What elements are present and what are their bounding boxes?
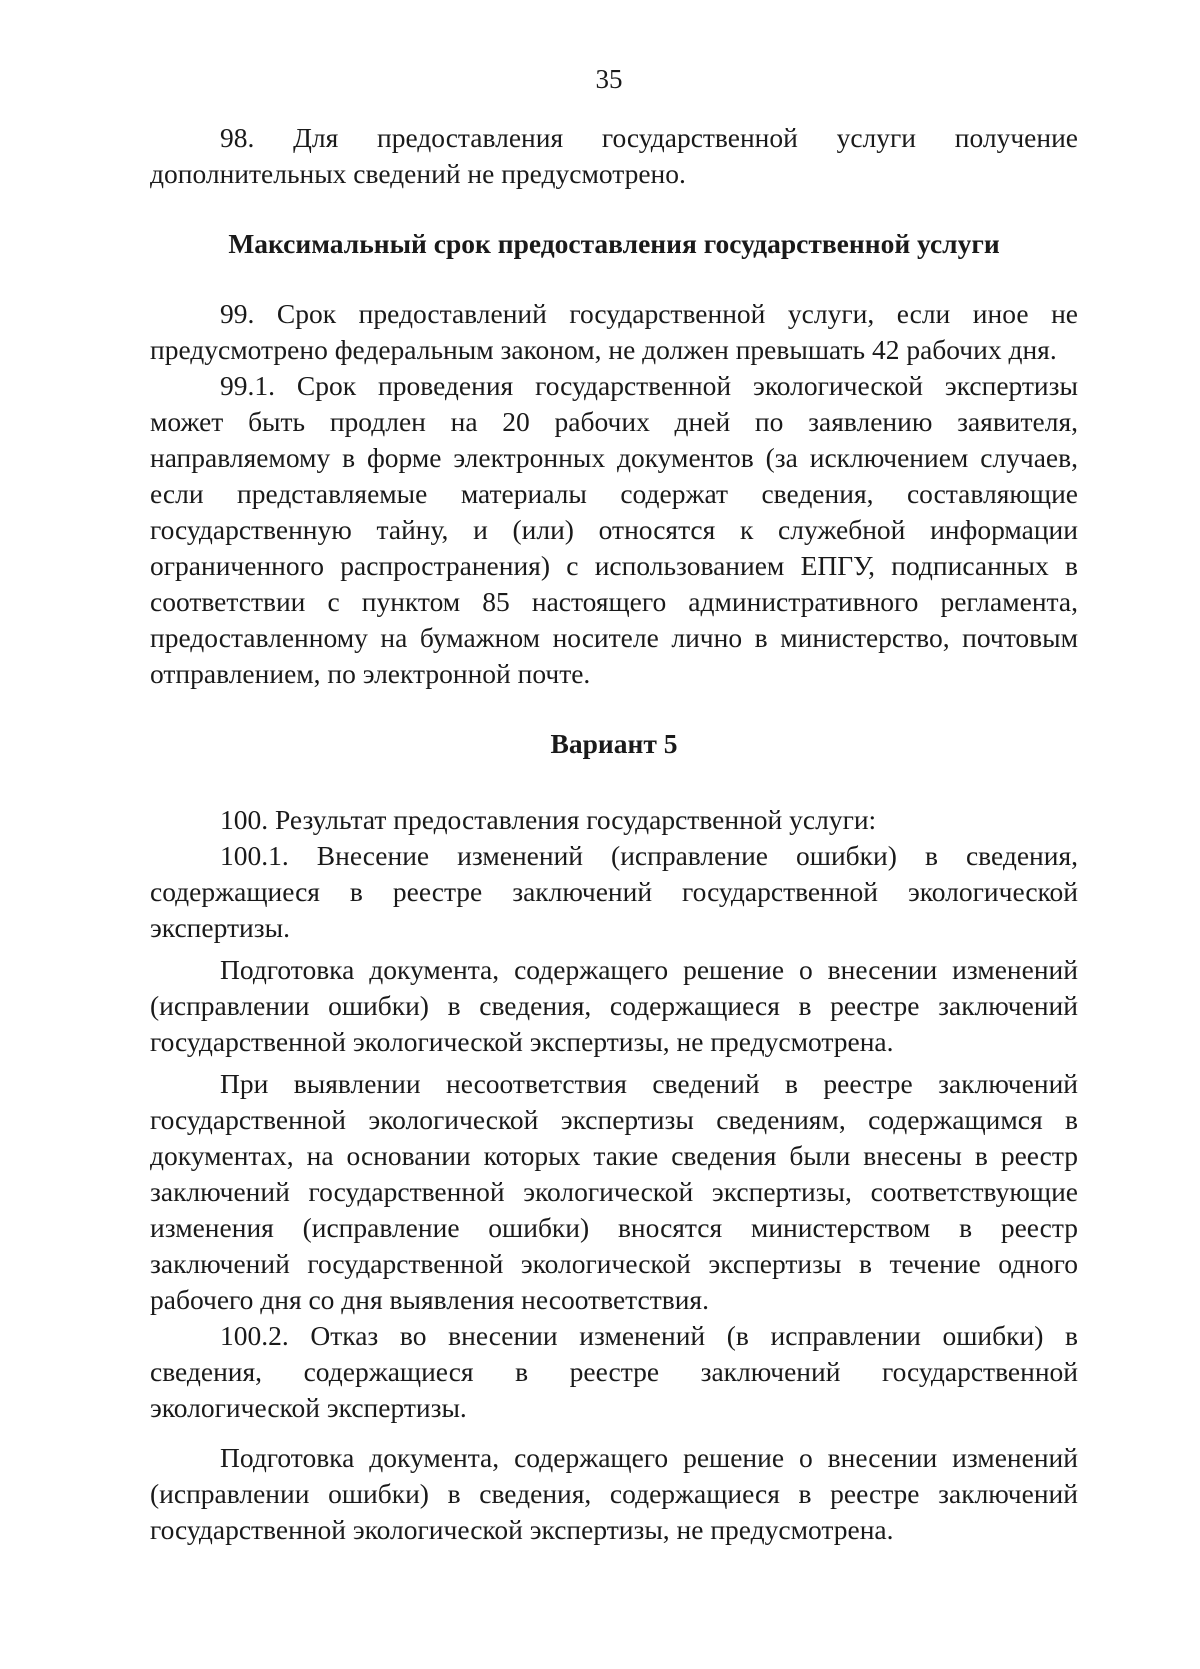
section-heading-max-term: Максимальный срок предоставления государственной услуги <box>228 228 1000 259</box>
paragraph-99: 99. Срок предоставлений государственной услуги, если иное не предусмотрено федеральным законом, не должен превышать 42 рабочих дня. <box>150 298 1078 365</box>
paragraph-100-1-preparation: Подготовка документа, содержащего решение о внесении изменений (исправлении ошибки) в сведения, содержащиеся в реестре заключений государственной экологической экспертизы, не предусмотрена. <box>150 954 1078 1057</box>
paragraph-100-2-preparation: Подготовка документа, содержащего решение о внесении изменений (исправлении ошибки) в сведения, содержащиеся в реестре заключений государственной экологической экспертизы, не предусмотрена. <box>150 1442 1078 1545</box>
paragraph-99-1: 99.1. Срок проведения государственной экологической экспертизы может быть продлен на 20 рабочих дней по заявлению заявителя, направляемому в форме электронных документов (за исключением случаев, если представляемые материалы содержат сведения, составляющие государственную тайну, и (или) относятся к служебной информации ограниченного распространения) с использованием ЕПГУ, подписанных в соответствии с пунктом 85 настоящего административного регламента, предоставленному на бумажном носителе лично в министерство, почтовым отправлением, по электронной почте. <box>150 370 1078 689</box>
section-heading-variant: Вариант 5 <box>550 728 678 759</box>
spacer <box>150 692 1078 726</box>
page-number: 35 <box>595 64 623 94</box>
spacer <box>150 192 1078 226</box>
document-body <box>150 120 1078 1548</box>
paragraph-100-1-mismatch: При выявлении несоответствия сведений в реестре заключений государственной экологической экспертизы сведениям, содержащимся в документах, на основании которых такие сведения были внесены в реестр заключений государственной экологической экспертизы, соответствующие изменения (исправление ошибки) вносятся министерством в реестр заключений государственной экологической экспертизы в течение одного рабочего дня со дня выявления несоответствия. <box>150 1068 1078 1315</box>
paragraph-100-2: 100.2. Отказ во внесении изменений (в исправлении ошибки) в сведения, содержащиеся в реестре заключений государственной экологической экспертизы. <box>150 1320 1078 1423</box>
paragraph-100-1: 100.1. Внесение изменений (исправление ошибки) в сведения, содержащиеся в реестре заключений государственной экологической экспертизы. <box>150 840 1078 943</box>
spacer <box>150 262 1078 296</box>
paragraph-100: 100. Результат предоставления государственной услуги: <box>220 804 877 835</box>
paragraph-98: 98. Для предоставления государственной услуги получение дополнительных сведений не предусмотрено. <box>150 122 1078 189</box>
spacer <box>150 1426 1078 1440</box>
spacer <box>150 762 1078 802</box>
